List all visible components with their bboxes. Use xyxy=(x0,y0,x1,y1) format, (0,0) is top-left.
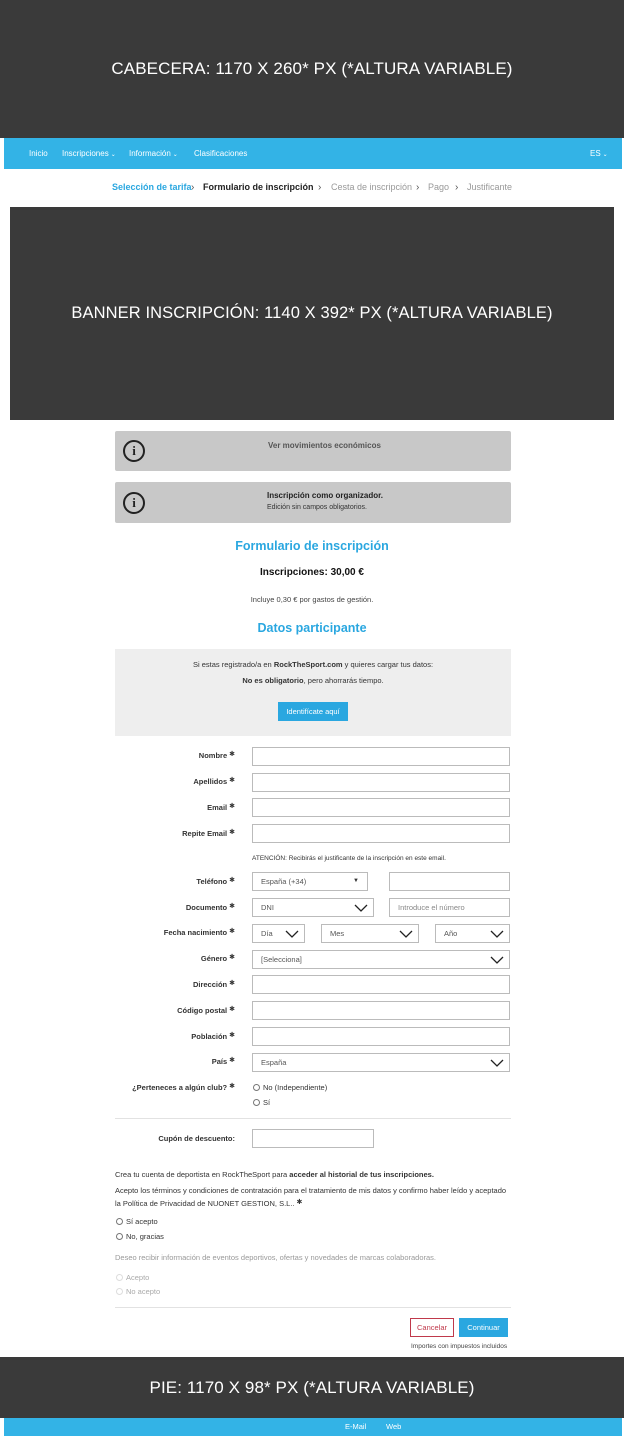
breadcrumb-step-payment: Pago xyxy=(428,182,450,192)
continue-button[interactable]: Continuar xyxy=(459,1318,508,1337)
breadcrumb-step-receipt: Justificante xyxy=(467,182,513,192)
account-text-bold: acceder al historial de tus inscripciones. xyxy=(289,1170,434,1179)
required-icon: ✱ xyxy=(229,903,235,910)
required-icon: ✱ xyxy=(229,1006,235,1013)
birthdate-label xyxy=(164,928,235,937)
required-icon: ✱ xyxy=(229,803,235,810)
country-label xyxy=(212,1057,235,1066)
birth-month-value: Mes xyxy=(330,929,345,938)
economic-movements-notice[interactable] xyxy=(115,431,511,471)
club-no-radio[interactable] xyxy=(253,1084,260,1091)
chevron-down-icon xyxy=(490,954,504,966)
address-label xyxy=(193,980,235,989)
breadcrumb-step-cart: Cesta de inscripción xyxy=(331,182,413,192)
footer-bar xyxy=(4,1418,622,1436)
document-number-placeholder: Introduce el número xyxy=(398,903,465,912)
repeat-email-label xyxy=(182,829,235,838)
caret-down-icon: ▼ xyxy=(353,878,359,884)
nav-information-label: Información xyxy=(129,149,171,158)
gender-select[interactable] xyxy=(252,950,510,969)
chevron-down-icon xyxy=(399,928,413,940)
organizer-notice xyxy=(115,482,511,523)
email-note: ATENCIÓN: Recibirás el justificante de la inscripción en este email. xyxy=(252,855,446,862)
chevron-down-icon xyxy=(490,928,504,940)
marketing-accept-radio[interactable] xyxy=(116,1274,123,1281)
price-summary: Inscripciones: 30,00 € xyxy=(260,567,364,578)
organizer-notice-title: Inscripción como organizador. xyxy=(267,491,384,500)
terms-accept-radio[interactable] xyxy=(116,1218,123,1225)
required-icon: ✱ xyxy=(229,1057,235,1064)
breadcrumb xyxy=(0,182,624,196)
repeat-email-input[interactable] xyxy=(252,824,510,843)
club-label-text: ¿Perteneces a algún club? xyxy=(132,1083,228,1092)
chevron-down-icon: ⌄ xyxy=(172,152,178,158)
document-label xyxy=(186,903,235,912)
phone-label xyxy=(196,877,235,886)
birth-year-select[interactable] xyxy=(435,924,510,943)
name-input[interactable] xyxy=(252,747,510,766)
required-icon: ✱ xyxy=(229,829,235,836)
document-type-value: DNI xyxy=(261,903,274,912)
name-label-text: Nombre xyxy=(198,751,228,760)
chevron-right-icon: › xyxy=(318,182,322,193)
birth-day-select[interactable] xyxy=(252,924,305,943)
gender-value: [Selecciona] xyxy=(261,955,302,964)
login-line-1-post: y quieres cargar tus datos: xyxy=(342,660,434,669)
city-input[interactable] xyxy=(252,1027,510,1046)
terms-text xyxy=(115,1184,511,1211)
login-line-2 xyxy=(115,676,511,685)
chevron-down-icon: ⌄ xyxy=(110,152,116,158)
email-label xyxy=(207,803,235,812)
footer-email-link[interactable]: E-Mail xyxy=(345,1422,367,1431)
required-icon: ✱ xyxy=(296,1199,303,1206)
chevron-right-icon: › xyxy=(455,182,459,193)
document-number-input[interactable] xyxy=(389,898,510,917)
address-label-text: Dirección xyxy=(192,980,228,989)
phone-label-text: Teléfono xyxy=(196,877,228,886)
nav-information[interactable] xyxy=(129,149,178,158)
phone-country-value: España (+34) xyxy=(261,877,307,886)
account-text-pre: Crea tu cuenta de deportista en RockTheSport para xyxy=(115,1170,290,1179)
footer-placeholder xyxy=(0,1357,624,1418)
cancel-button[interactable]: Cancelar xyxy=(410,1318,454,1337)
nav-registrations-label: Inscripciones xyxy=(62,149,109,158)
repeat-email-label-text: Repite Email xyxy=(182,829,228,838)
postal-code-input[interactable] xyxy=(252,1001,510,1020)
fees-note: Incluye 0,30 € por gastos de gestión. xyxy=(250,595,374,604)
country-select[interactable] xyxy=(252,1053,510,1072)
surname-label-text: Apellidos xyxy=(193,777,228,786)
nav-home[interactable]: Inicio xyxy=(29,149,48,158)
country-value: España xyxy=(261,1058,287,1067)
club-label xyxy=(132,1083,235,1092)
required-icon: ✱ xyxy=(229,928,235,935)
not-required-label: No es obligatorio xyxy=(242,676,304,685)
tax-note: Importes con impuestos incluidos xyxy=(411,1343,508,1350)
marketing-text: Deseo recibir información de eventos deportivos, ofertas y novedades de marcas colaboradoras. xyxy=(115,1253,437,1262)
chevron-down-icon xyxy=(354,902,368,914)
breadcrumb-step-form: Formulario de inscripción xyxy=(203,182,314,192)
name-label xyxy=(199,751,235,760)
marketing-decline-radio[interactable] xyxy=(116,1288,123,1295)
login-line-1 xyxy=(115,660,511,669)
email-input[interactable] xyxy=(252,798,510,817)
required-icon: ✱ xyxy=(229,877,235,884)
club-no-label[interactable]: No (Independiente) xyxy=(263,1083,328,1092)
form-title: Formulario de inscripción xyxy=(235,539,389,553)
divider xyxy=(115,1307,511,1308)
terms-decline-radio[interactable] xyxy=(116,1233,123,1240)
required-icon: ✱ xyxy=(229,954,235,961)
city-label xyxy=(191,1032,235,1041)
login-line-2-post: , pero ahorrarás tiempo. xyxy=(303,676,384,685)
city-label-text: Población xyxy=(191,1032,228,1041)
terms-text-body: Acepto los términos y condiciones de contratación para el tratamiento de mis datos y confirmo haber leído y aceptado la Política de Privacidad de NUONET GESTION, S.L.. xyxy=(115,1186,507,1208)
birth-year-value: Año xyxy=(444,929,458,938)
banner-placeholder-text: BANNER INSCRIPCIÓN: 1140 X 392* PX (*ALTURA VARIABLE) xyxy=(71,304,553,322)
footer-web-link[interactable]: Web xyxy=(386,1422,402,1431)
marketing-accept-label[interactable]: Acepto xyxy=(126,1273,150,1282)
divider xyxy=(115,1118,511,1119)
login-line-1-pre: Si estas registrado/a en xyxy=(192,660,274,669)
header-placeholder-text: CABECERA: 1170 X 260* PX (*ALTURA VARIABLE) xyxy=(111,59,513,78)
terms-decline-label[interactable]: No, gracias xyxy=(126,1232,164,1241)
coupon-input[interactable] xyxy=(252,1129,374,1148)
chevron-right-icon: › xyxy=(191,182,195,193)
breadcrumb-step-rate[interactable]: Selección de tarifa xyxy=(112,182,192,192)
birth-month-select[interactable] xyxy=(321,924,419,943)
brand-name: RockTheSport.com xyxy=(273,660,343,669)
phone-input[interactable] xyxy=(389,872,510,891)
required-icon: ✱ xyxy=(229,1032,235,1039)
gender-label-text: Género xyxy=(200,954,228,963)
address-input[interactable] xyxy=(252,975,510,994)
chevron-down-icon xyxy=(285,928,299,940)
economic-movements-label[interactable]: Ver movimientos económicos xyxy=(268,441,381,450)
postal-code-label xyxy=(177,1006,235,1015)
nav-registrations[interactable] xyxy=(62,149,116,158)
language-label: ES xyxy=(590,149,601,158)
chevron-right-icon: › xyxy=(416,182,420,193)
required-icon: ✱ xyxy=(229,980,235,987)
top-navbar xyxy=(4,138,622,169)
nav-classifications[interactable]: Clasificaciones xyxy=(194,149,248,158)
required-icon: ✱ xyxy=(229,777,235,784)
postal-code-label-text: Código postal xyxy=(177,1006,228,1015)
login-panel xyxy=(115,649,511,736)
email-label-text: Email xyxy=(207,803,228,812)
chevron-down-icon: ⌄ xyxy=(602,152,608,158)
country-label-text: País xyxy=(211,1057,228,1066)
birth-day-value: Día xyxy=(261,929,273,938)
language-selector[interactable] xyxy=(590,149,608,158)
header-placeholder xyxy=(0,0,624,138)
document-type-select[interactable] xyxy=(252,898,374,917)
coupon-label: Cupón de descuento: xyxy=(158,1134,235,1143)
surname-input[interactable] xyxy=(252,773,510,792)
footer-placeholder-text: PIE: 1170 X 98* PX (*ALTURA VARIABLE) xyxy=(149,1377,475,1397)
chevron-down-icon xyxy=(490,1057,504,1069)
account-text xyxy=(115,1168,511,1181)
banner-placeholder xyxy=(10,207,614,420)
required-icon: ✱ xyxy=(229,751,235,758)
organizer-notice-subtitle: Edición sin campos obligatorios. xyxy=(267,504,367,511)
participant-title: Datos participante xyxy=(257,621,367,635)
document-label-text: Documento xyxy=(185,903,228,912)
info-icon: i xyxy=(123,492,145,514)
phone-country-select[interactable] xyxy=(252,872,368,891)
info-icon: i xyxy=(123,440,145,462)
club-yes-radio[interactable] xyxy=(253,1099,260,1106)
birthdate-label-text: Fecha nacimiento xyxy=(163,928,228,937)
club-yes-label[interactable]: Sí xyxy=(263,1098,271,1107)
gender-label xyxy=(201,954,235,963)
terms-accept-label[interactable]: Sí acepto xyxy=(126,1217,158,1226)
required-icon: ✱ xyxy=(229,1083,235,1090)
identify-button[interactable]: Identifícate aquí xyxy=(278,702,348,721)
surname-label xyxy=(193,777,235,786)
marketing-decline-label[interactable]: No acepto xyxy=(126,1287,161,1296)
